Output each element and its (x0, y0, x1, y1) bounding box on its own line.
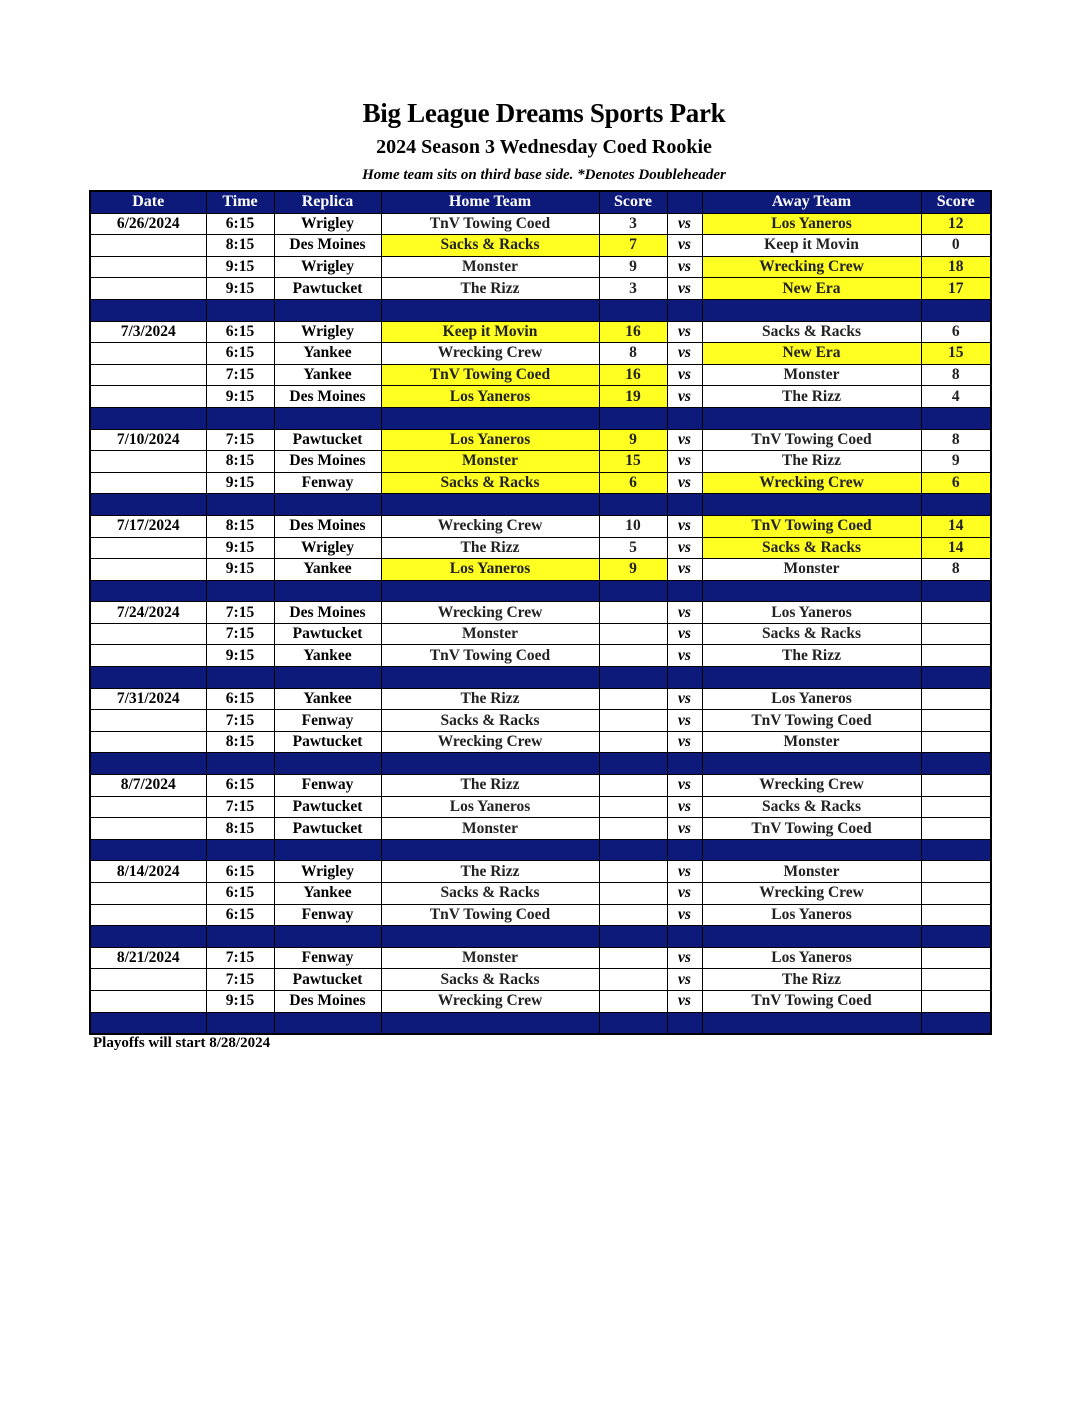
home-team: Wrecking Crew (381, 602, 599, 624)
game-time: 8:15 (206, 818, 274, 840)
away-score: 4 (921, 386, 991, 408)
away-score (921, 947, 991, 969)
home-score (599, 623, 667, 645)
col-header-vs (667, 191, 702, 213)
vs-label: vs (667, 990, 702, 1012)
game-replica-field: Wrigley (274, 861, 381, 883)
home-team: Sacks & Racks (381, 883, 599, 905)
game-date (90, 364, 206, 386)
vs-label: vs (667, 559, 702, 581)
game-time: 7:15 (206, 364, 274, 386)
game-time: 6:15 (206, 861, 274, 883)
home-team: The Rizz (381, 537, 599, 559)
home-team: Wrecking Crew (381, 731, 599, 753)
table-row (90, 235, 991, 257)
game-date (90, 645, 206, 667)
game-date: 6/26/2024 (90, 213, 206, 235)
away-score (921, 602, 991, 624)
vs-label: vs (667, 321, 702, 343)
away-score: 6 (921, 472, 991, 494)
home-score: 16 (599, 321, 667, 343)
schedule-body (90, 213, 991, 1034)
table-row (90, 796, 991, 818)
game-time: 9:15 (206, 472, 274, 494)
home-score (599, 990, 667, 1012)
vs-label: vs (667, 213, 702, 235)
home-score (599, 818, 667, 840)
vs-label: vs (667, 256, 702, 278)
vs-label: vs (667, 278, 702, 300)
vs-label: vs (667, 731, 702, 753)
away-team: New Era (702, 343, 921, 365)
game-date (90, 559, 206, 581)
table-row (90, 818, 991, 840)
away-team: Wrecking Crew (702, 883, 921, 905)
home-team: Monster (381, 623, 599, 645)
vs-label: vs (667, 645, 702, 667)
game-replica-field: Wrigley (274, 321, 381, 343)
away-team: Monster (702, 861, 921, 883)
game-replica-field: Fenway (274, 947, 381, 969)
table-row (90, 256, 991, 278)
away-score (921, 969, 991, 991)
away-score: 6 (921, 321, 991, 343)
away-team: Monster (702, 364, 921, 386)
vs-label: vs (667, 883, 702, 905)
vs-label: vs (667, 969, 702, 991)
game-time: 7:15 (206, 969, 274, 991)
away-score: 17 (921, 278, 991, 300)
home-score: 9 (599, 559, 667, 581)
game-time: 9:15 (206, 256, 274, 278)
table-row (90, 451, 991, 473)
game-time: 6:15 (206, 688, 274, 710)
game-replica-field: Des Moines (274, 602, 381, 624)
home-score (599, 688, 667, 710)
away-score (921, 775, 991, 797)
game-date (90, 537, 206, 559)
col-header-away-score: Score (921, 191, 991, 213)
week-separator-row (90, 580, 991, 602)
table-row (90, 731, 991, 753)
home-team: TnV Towing Coed (381, 904, 599, 926)
game-replica-field: Wrigley (274, 256, 381, 278)
game-date: 7/10/2024 (90, 429, 206, 451)
vs-label: vs (667, 537, 702, 559)
table-row (90, 515, 991, 537)
game-date: 7/3/2024 (90, 321, 206, 343)
vs-label: vs (667, 451, 702, 473)
table-row (90, 429, 991, 451)
game-time: 6:15 (206, 343, 274, 365)
week-separator-row (90, 839, 991, 861)
game-date (90, 386, 206, 408)
vs-label: vs (667, 429, 702, 451)
game-time: 9:15 (206, 278, 274, 300)
table-row (90, 602, 991, 624)
game-date: 7/31/2024 (90, 688, 206, 710)
away-score (921, 623, 991, 645)
col-header-date: Date (90, 191, 206, 213)
home-team: TnV Towing Coed (381, 645, 599, 667)
vs-label: vs (667, 386, 702, 408)
table-row (90, 775, 991, 797)
away-score: 8 (921, 559, 991, 581)
week-separator-row (90, 494, 991, 516)
game-replica-field: Des Moines (274, 451, 381, 473)
table-row (90, 623, 991, 645)
vs-label: vs (667, 364, 702, 386)
game-date: 8/21/2024 (90, 947, 206, 969)
away-team: TnV Towing Coed (702, 710, 921, 732)
home-team: Monster (381, 451, 599, 473)
game-replica-field: Fenway (274, 775, 381, 797)
home-score (599, 904, 667, 926)
col-header-away-team: Away Team (702, 191, 921, 213)
away-score (921, 990, 991, 1012)
home-score (599, 775, 667, 797)
table-row (90, 688, 991, 710)
home-score (599, 861, 667, 883)
game-replica-field: Yankee (274, 688, 381, 710)
game-time: 6:15 (206, 321, 274, 343)
home-team: Wrecking Crew (381, 990, 599, 1012)
table-row (90, 645, 991, 667)
col-header-home-team: Home Team (381, 191, 599, 213)
away-team: Los Yaneros (702, 602, 921, 624)
table-row (90, 969, 991, 991)
home-score (599, 710, 667, 732)
vs-label: vs (667, 861, 702, 883)
home-score (599, 796, 667, 818)
game-time: 9:15 (206, 645, 274, 667)
game-date (90, 710, 206, 732)
game-date (90, 278, 206, 300)
away-score (921, 883, 991, 905)
game-date (90, 990, 206, 1012)
game-date: 7/17/2024 (90, 515, 206, 537)
home-score: 3 (599, 213, 667, 235)
away-score (921, 645, 991, 667)
table-row (90, 213, 991, 235)
home-score: 8 (599, 343, 667, 365)
table-row (90, 537, 991, 559)
game-replica-field: Fenway (274, 710, 381, 732)
game-time: 8:15 (206, 235, 274, 257)
game-date (90, 796, 206, 818)
game-time: 7:15 (206, 947, 274, 969)
game-replica-field: Fenway (274, 472, 381, 494)
game-date (90, 472, 206, 494)
away-score: 9 (921, 451, 991, 473)
game-replica-field: Fenway (274, 904, 381, 926)
week-separator-row (90, 299, 991, 321)
week-separator-row (90, 407, 991, 429)
away-team: The Rizz (702, 386, 921, 408)
playoffs-note: Playoffs will start 8/28/2024 (93, 1035, 271, 1051)
game-replica-field: Pawtucket (274, 623, 381, 645)
home-score: 5 (599, 537, 667, 559)
vs-label: vs (667, 818, 702, 840)
away-team: New Era (702, 278, 921, 300)
col-header-time: Time (206, 191, 274, 213)
game-date (90, 451, 206, 473)
home-team: The Rizz (381, 278, 599, 300)
away-team: TnV Towing Coed (702, 818, 921, 840)
vs-label: vs (667, 235, 702, 257)
home-team: Wrecking Crew (381, 515, 599, 537)
game-date (90, 883, 206, 905)
away-team: Monster (702, 559, 921, 581)
home-team: Monster (381, 947, 599, 969)
away-score: 8 (921, 429, 991, 451)
game-date (90, 904, 206, 926)
table-row (90, 710, 991, 732)
home-team: Sacks & Racks (381, 235, 599, 257)
game-time: 6:15 (206, 883, 274, 905)
away-score (921, 731, 991, 753)
home-team: Los Yaneros (381, 796, 599, 818)
vs-label: vs (667, 904, 702, 926)
col-header-replica: Replica (274, 191, 381, 213)
table-row (90, 386, 991, 408)
game-date (90, 343, 206, 365)
home-team: TnV Towing Coed (381, 213, 599, 235)
table-row (90, 364, 991, 386)
home-team-note: Home team sits on third base side. *Denotes Doubleheader (362, 167, 726, 183)
away-score: 12 (921, 213, 991, 235)
away-team: Wrecking Crew (702, 472, 921, 494)
away-team: Sacks & Racks (702, 537, 921, 559)
away-team: TnV Towing Coed (702, 429, 921, 451)
away-team: Sacks & Racks (702, 321, 921, 343)
away-team: Los Yaneros (702, 688, 921, 710)
home-score: 16 (599, 364, 667, 386)
game-time: 7:15 (206, 710, 274, 732)
game-time: 9:15 (206, 559, 274, 581)
game-date: 7/24/2024 (90, 602, 206, 624)
vs-label: vs (667, 796, 702, 818)
game-time: 7:15 (206, 429, 274, 451)
table-row (90, 559, 991, 581)
away-score (921, 861, 991, 883)
home-team: Sacks & Racks (381, 472, 599, 494)
home-score (599, 947, 667, 969)
game-time: 6:15 (206, 775, 274, 797)
game-time: 9:15 (206, 537, 274, 559)
away-score: 18 (921, 256, 991, 278)
home-team: Monster (381, 818, 599, 840)
home-team: The Rizz (381, 861, 599, 883)
away-score (921, 710, 991, 732)
away-team: Wrecking Crew (702, 256, 921, 278)
away-score (921, 688, 991, 710)
away-team: Los Yaneros (702, 904, 921, 926)
away-team: Sacks & Racks (702, 623, 921, 645)
game-time: 9:15 (206, 386, 274, 408)
away-team: Los Yaneros (702, 213, 921, 235)
game-replica-field: Pawtucket (274, 429, 381, 451)
table-row (90, 321, 991, 343)
away-score (921, 796, 991, 818)
home-team: Sacks & Racks (381, 969, 599, 991)
home-score (599, 883, 667, 905)
game-replica-field: Yankee (274, 343, 381, 365)
game-date: 8/14/2024 (90, 861, 206, 883)
away-score: 15 (921, 343, 991, 365)
game-replica-field: Des Moines (274, 515, 381, 537)
vs-label: vs (667, 947, 702, 969)
home-score: 19 (599, 386, 667, 408)
home-team: Sacks & Racks (381, 710, 599, 732)
away-score: 14 (921, 537, 991, 559)
game-time: 8:15 (206, 451, 274, 473)
game-replica-field: Wrigley (274, 537, 381, 559)
vs-label: vs (667, 710, 702, 732)
home-team: Wrecking Crew (381, 343, 599, 365)
home-score (599, 602, 667, 624)
game-time: 7:15 (206, 796, 274, 818)
vs-label: vs (667, 775, 702, 797)
schedule-table (89, 190, 992, 1035)
home-team: Los Yaneros (381, 559, 599, 581)
game-time: 8:15 (206, 515, 274, 537)
home-score: 9 (599, 256, 667, 278)
game-replica-field: Wrigley (274, 213, 381, 235)
vs-label: vs (667, 343, 702, 365)
away-score: 14 (921, 515, 991, 537)
game-time: 6:15 (206, 904, 274, 926)
game-time: 7:15 (206, 602, 274, 624)
vs-label: vs (667, 515, 702, 537)
away-team: Sacks & Racks (702, 796, 921, 818)
vs-label: vs (667, 472, 702, 494)
game-date (90, 623, 206, 645)
game-replica-field: Yankee (274, 645, 381, 667)
table-row (90, 343, 991, 365)
home-team: Monster (381, 256, 599, 278)
vs-label: vs (667, 623, 702, 645)
away-score (921, 818, 991, 840)
home-team: Keep it Movin (381, 321, 599, 343)
game-date (90, 256, 206, 278)
page-title: Big League Dreams Sports Park (362, 98, 726, 128)
col-header-home-score: Score (599, 191, 667, 213)
week-separator-row (90, 1012, 991, 1034)
home-team: The Rizz (381, 775, 599, 797)
game-replica-field: Des Moines (274, 990, 381, 1012)
game-replica-field: Yankee (274, 883, 381, 905)
away-team: Los Yaneros (702, 947, 921, 969)
home-team: Los Yaneros (381, 386, 599, 408)
game-date (90, 969, 206, 991)
game-replica-field: Des Moines (274, 386, 381, 408)
page-subtitle: 2024 Season 3 Wednesday Coed Rookie (376, 136, 712, 158)
game-date (90, 731, 206, 753)
away-score: 8 (921, 364, 991, 386)
table-row (90, 278, 991, 300)
home-team: TnV Towing Coed (381, 364, 599, 386)
header-row (90, 191, 991, 213)
game-date: 8/7/2024 (90, 775, 206, 797)
home-score: 10 (599, 515, 667, 537)
vs-label: vs (667, 688, 702, 710)
home-score: 6 (599, 472, 667, 494)
away-score: 0 (921, 235, 991, 257)
game-replica-field: Pawtucket (274, 969, 381, 991)
game-date (90, 818, 206, 840)
home-score: 9 (599, 429, 667, 451)
home-score: 15 (599, 451, 667, 473)
away-team: The Rizz (702, 969, 921, 991)
away-score (921, 904, 991, 926)
game-time: 9:15 (206, 990, 274, 1012)
home-score: 3 (599, 278, 667, 300)
table-row (90, 947, 991, 969)
vs-label: vs (667, 602, 702, 624)
home-score (599, 645, 667, 667)
week-separator-row (90, 926, 991, 948)
game-replica-field: Pawtucket (274, 278, 381, 300)
table-row (90, 861, 991, 883)
game-replica-field: Pawtucket (274, 796, 381, 818)
game-replica-field: Yankee (274, 364, 381, 386)
schedule-header (90, 191, 991, 213)
game-date (90, 235, 206, 257)
week-separator-row (90, 667, 991, 689)
home-score (599, 969, 667, 991)
away-team: TnV Towing Coed (702, 515, 921, 537)
away-team: TnV Towing Coed (702, 990, 921, 1012)
away-team: Wrecking Crew (702, 775, 921, 797)
away-team: The Rizz (702, 451, 921, 473)
away-team: The Rizz (702, 645, 921, 667)
home-score (599, 731, 667, 753)
home-team: The Rizz (381, 688, 599, 710)
away-team: Monster (702, 731, 921, 753)
table-row (90, 883, 991, 905)
game-time: 6:15 (206, 213, 274, 235)
table-row (90, 904, 991, 926)
game-replica-field: Yankee (274, 559, 381, 581)
home-score: 7 (599, 235, 667, 257)
week-separator-row (90, 753, 991, 775)
away-team: Keep it Movin (702, 235, 921, 257)
home-team: Los Yaneros (381, 429, 599, 451)
table-row (90, 990, 991, 1012)
game-replica-field: Pawtucket (274, 818, 381, 840)
game-replica-field: Des Moines (274, 235, 381, 257)
game-time: 7:15 (206, 623, 274, 645)
game-replica-field: Pawtucket (274, 731, 381, 753)
game-time: 8:15 (206, 731, 274, 753)
table-row (90, 472, 991, 494)
